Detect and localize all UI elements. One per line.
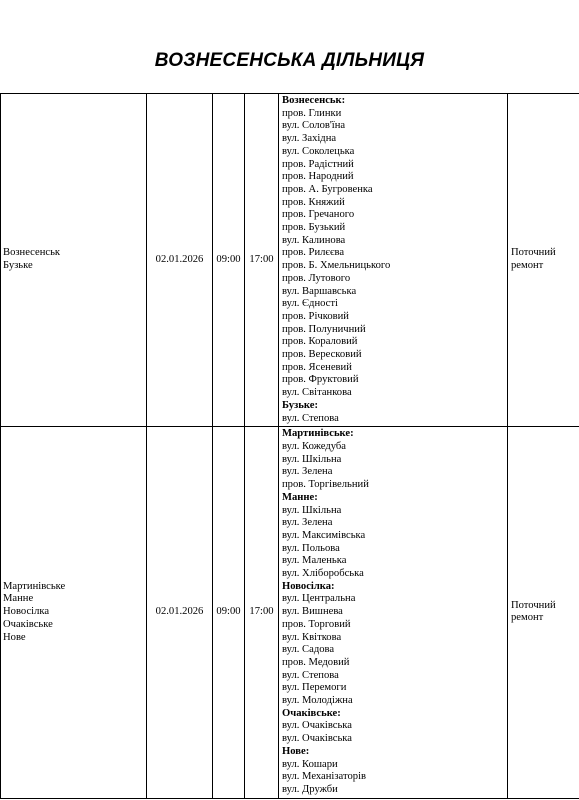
addresses-cell (279, 94, 508, 427)
date-cell: 02.01.2026 (147, 427, 213, 798)
street-item: вул. Зелена (282, 517, 333, 529)
street-item: вул. Калинова (282, 234, 346, 246)
street-item: вул. Кошари (282, 758, 338, 770)
town-heading: Мартинівське: (282, 428, 354, 440)
street-item: вул. Маленька (282, 555, 347, 567)
street-item: вул. Соколецька (282, 145, 355, 157)
street-item: вул. Молодіжна (282, 695, 353, 707)
street-item: пров. Медовий (282, 656, 350, 668)
street-item: пров. Торговий (282, 618, 351, 630)
street-item: вул. Єдності (282, 298, 338, 310)
street-item: пров. Ясеневий (282, 361, 352, 373)
street-item: пров. А. Бугровенка (282, 183, 373, 195)
town-heading: Манне: (282, 491, 318, 503)
street-item: пров. Кораловий (282, 336, 358, 348)
street-item: вул. Світанкова (282, 387, 352, 399)
street-item: пров. Б. Хмельницького (282, 260, 391, 272)
time-from-cell: 09:00 (213, 427, 245, 798)
settlements-cell (1, 427, 147, 798)
settlement-name: Вознесенськ (3, 247, 61, 259)
street-item: вул. Шкільна (282, 504, 342, 516)
reason-cell: Поточний ремонт (508, 94, 579, 427)
table-row (1, 427, 579, 798)
page-title: ВОЗНЕСЕНСЬКА ДІЛЬНИЦЯ (154, 50, 425, 71)
street-item: вул. Дружби (282, 783, 338, 795)
street-item: пров. Глинки (282, 107, 342, 119)
street-item: вул. Солов'їна (282, 120, 346, 132)
street-item: вул. Кожедуба (282, 440, 347, 452)
town-heading: Очаківське: (282, 707, 341, 719)
table-body (1, 94, 579, 799)
street-item: вул. Максимівська (282, 529, 366, 541)
town-heading: Новосілка: (282, 580, 335, 592)
street-item: пров. Радістний (282, 158, 354, 170)
settlements-cell (1, 94, 147, 427)
street-item: вул. Садова (282, 644, 335, 656)
street-item: вул. Польова (282, 542, 340, 554)
street-item: вул. Перемоги (282, 682, 347, 694)
street-item: вул. Квіткова (282, 631, 342, 643)
time-to-cell: 17:00 (245, 427, 279, 798)
street-item: пров. Річковий (282, 310, 349, 322)
street-item: пров. Народний (282, 171, 354, 183)
street-item: пров. Полуничний (282, 323, 366, 335)
street-item: вул. Варшавська (282, 285, 357, 297)
street-item: вул. Зелена (282, 466, 333, 478)
street-item: пров. Гречаного (282, 209, 355, 221)
town-heading: Бузьке: (282, 399, 318, 411)
street-item: пров. Княжий (282, 196, 345, 208)
street-item: пров. Рилєєва (282, 247, 345, 259)
date-cell: 02.01.2026 (147, 94, 213, 427)
street-item: пров. Торгівельний (282, 479, 369, 491)
street-item: вул. Вишнева (282, 606, 343, 618)
street-item: вул. Механізаторів (282, 771, 367, 783)
street-item: пров. Лутового (282, 272, 351, 284)
street-item: вул. Очаківська (282, 733, 352, 745)
settlement-name: Нове (3, 631, 26, 643)
time-to-cell: 17:00 (245, 94, 279, 427)
table-row (1, 94, 579, 427)
town-heading: Нове: (282, 745, 310, 757)
settlement-name: Манне (3, 593, 34, 605)
settlement-name: Бузьке (3, 260, 33, 272)
street-item: вул. Західна (282, 133, 337, 145)
street-item: вул. Степова (282, 412, 339, 424)
settlement-name: Мартинівське (3, 580, 66, 592)
outage-schedule-table (0, 93, 579, 799)
settlement-name: Очаківське (3, 618, 53, 630)
reason-cell: Поточний ремонт (508, 427, 579, 798)
street-item: пров. Вересковий (282, 349, 362, 361)
street-item: вул. Степова (282, 669, 339, 681)
street-item: вул. Шкільна (282, 453, 342, 465)
street-item: вул. Хліборобська (282, 568, 364, 580)
town-heading: Вознесенськ: (282, 95, 346, 106)
addresses-cell (279, 427, 508, 798)
street-item: пров. Бузький (282, 222, 346, 234)
street-item: пров. Фруктовий (282, 374, 359, 386)
settlement-name: Новосілка (3, 606, 50, 618)
time-from-cell: 09:00 (213, 94, 245, 427)
street-item: вул. Центральна (282, 593, 356, 605)
street-item: вул. Очаківська (282, 720, 352, 732)
